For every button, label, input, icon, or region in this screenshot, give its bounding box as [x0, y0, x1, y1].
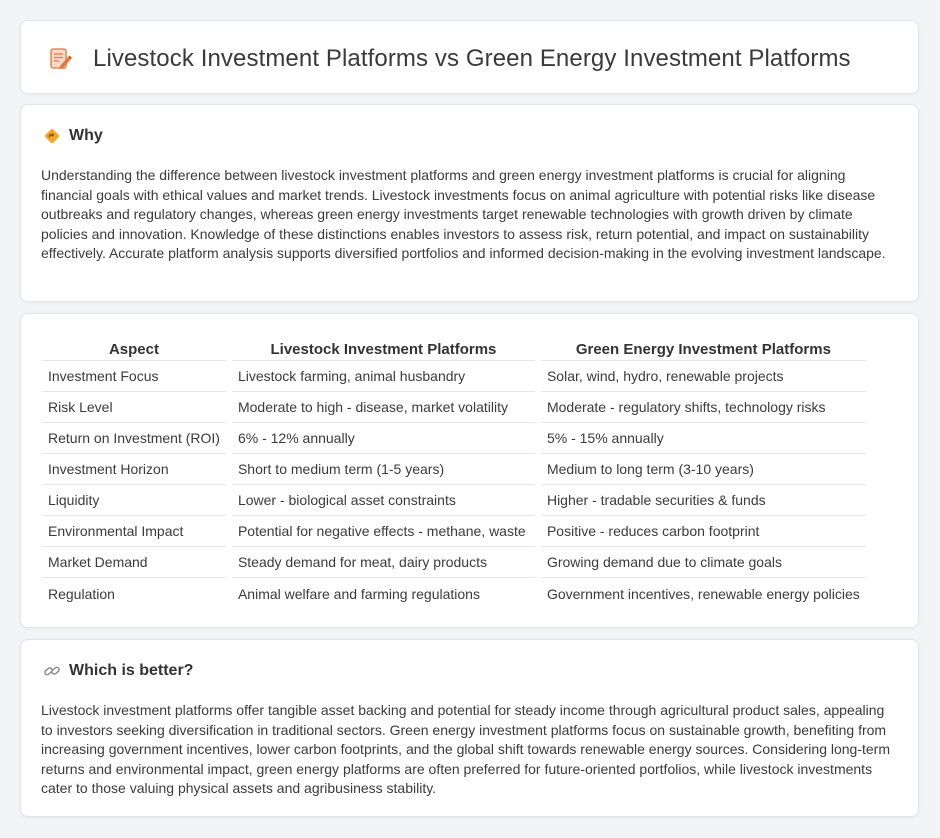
- table-row: [42, 423, 866, 454]
- table-row: [42, 578, 866, 609]
- green-energy-cell: Growing demand due to climate goals: [541, 547, 866, 578]
- comparison-table: [36, 334, 872, 609]
- which-is-better-section: [20, 639, 919, 817]
- better-text: Livestock investment platforms offer tangible asset backing and potential for steady income through agricultural product sales, appealing to investors seeking diversification in traditional sectors. Green energy investment platforms focus on sustainable growth, benefiting from increasing government incentives, lower carbon footprints, and the global shift towards renewable energy sources. Considering long-term returns and environmental impact, green energy platforms are often preferred for future-oriented portfolios, while livestock investments cater to those valuing physical assets and agribusiness stability.: [41, 702, 891, 796]
- table-header-row: [42, 334, 866, 361]
- livestock-cell: Lower - biological asset constraints: [232, 485, 535, 516]
- document-pencil-icon: [47, 46, 73, 72]
- green-energy-cell: Medium to long term (3-10 years): [541, 454, 866, 485]
- livestock-cell: 6% - 12% annually: [232, 423, 535, 454]
- comparison-section: [20, 313, 919, 628]
- table-row: [42, 392, 866, 423]
- table-row: [42, 361, 866, 392]
- aspect-cell: Regulation: [48, 585, 115, 602]
- green-energy-cell: Higher - tradable securities & funds: [541, 485, 866, 516]
- table-row: [42, 516, 866, 547]
- livestock-cell: Livestock farming, animal husbandry: [232, 361, 535, 392]
- page-title: Livestock Investment Platforms vs Green Energy Investment Platforms: [93, 45, 851, 72]
- why-title: Why: [69, 127, 103, 144]
- table-row: [42, 547, 866, 578]
- green-energy-cell: Solar, wind, hydro, renewable projects: [541, 361, 866, 392]
- column-header-livestock: Livestock Investment Platforms: [232, 334, 535, 361]
- why-section: [20, 104, 919, 302]
- table-row: [42, 485, 866, 516]
- green-energy-cell: Moderate - regulatory shifts, technology risks: [541, 392, 866, 423]
- livestock-cell: Short to medium term (1-5 years): [232, 454, 535, 485]
- aspect-cell: Liquidity: [42, 485, 226, 516]
- livestock-cell: Animal welfare and farming regulations: [237, 585, 480, 602]
- green-energy-cell: Positive - reduces carbon footprint: [541, 516, 866, 547]
- green-energy-cell: Government incentives, renewable energy policies: [546, 585, 860, 602]
- aspect-cell: Investment Horizon: [42, 454, 226, 485]
- aspect-cell: Risk Level: [42, 392, 226, 423]
- better-title: Which is better?: [69, 662, 194, 679]
- why-text: Understanding the difference between livestock investment platforms and green energy investment platforms is crucial for aligning financial goals with ethical values and market trends. Livestock investments focus on animal agriculture with potential risks like disease outbreaks and regulatory changes, whereas green energy investments target renewable technologies with growth driven by climate policies and innovation. Knowledge of these distinctions enables investors to assess risk, return potential, and impact on sustainability effectively. Accurate platform analysis supports diversified portfolios and informed decision-making in the evolving investment landscape.: [41, 167, 886, 261]
- column-header-green-energy: Green Energy Investment Platforms: [541, 334, 866, 361]
- green-energy-cell: 5% - 15% annually: [541, 423, 866, 454]
- aspect-cell: Investment Focus: [42, 361, 226, 392]
- livestock-cell: Potential for negative effects - methane, waste: [232, 516, 535, 547]
- column-header-aspect: Aspect: [42, 334, 226, 361]
- diamond-sign-icon: [43, 127, 61, 145]
- header-card: [20, 20, 919, 94]
- header: [47, 45, 851, 73]
- table-row: [42, 454, 866, 485]
- better-heading: [43, 662, 193, 680]
- aspect-cell: Environmental Impact: [42, 516, 226, 547]
- link-icon: [43, 662, 61, 680]
- aspect-cell: Market Demand: [42, 547, 226, 578]
- livestock-cell: Steady demand for meat, dairy products: [232, 547, 535, 578]
- why-heading: [43, 127, 103, 145]
- aspect-cell: Return on Investment (ROI): [42, 423, 226, 454]
- livestock-cell: Moderate to high - disease, market volatility: [232, 392, 535, 423]
